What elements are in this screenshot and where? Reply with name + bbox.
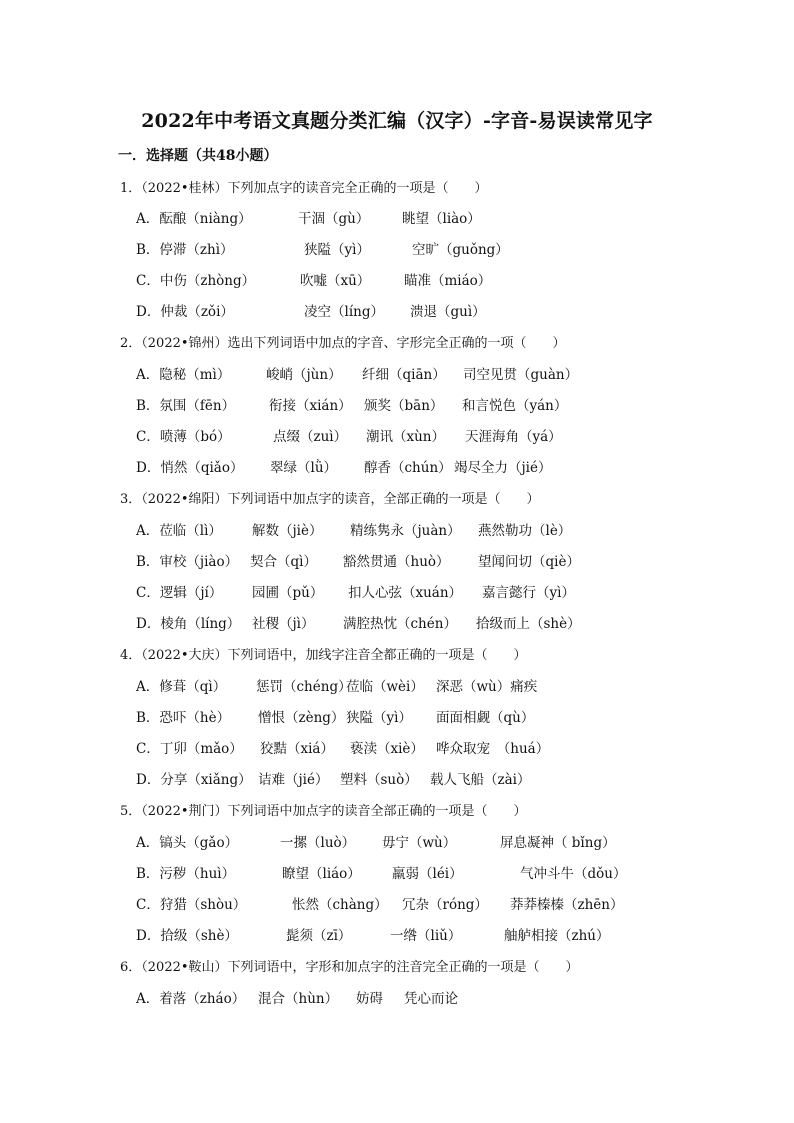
option-row [136, 550, 696, 570]
page-title: 2022年中考语文真题分类汇编（汉字）-字音-易误读常见字 [141, 110, 653, 132]
option-item: 莽莽榛榛（zhēn） [510, 897, 624, 913]
option-item: 羸弱（léi） [392, 866, 463, 882]
option-item: 天涯海角（yá） [465, 429, 562, 445]
option-row [136, 893, 696, 913]
option-row [136, 831, 696, 851]
question-stem: 4．（2022•大庆）下列词语中，加线字注音全都正确的一项是（ ） [120, 648, 527, 663]
option-item: 憎恨（zèng） [258, 710, 345, 726]
option-item: 瞭望（liáo） [282, 866, 361, 882]
option-item: 精练隽永（juàn） [350, 523, 461, 539]
option-item: 拾级而上（shè） [476, 616, 581, 632]
option-item: 舳舻相接（zhú） [504, 928, 610, 944]
option-row [136, 519, 696, 539]
option-row [136, 394, 696, 414]
option-item: 莅临（wèi） [346, 679, 424, 695]
option-item: 望闻问切（qiè） [478, 554, 580, 570]
option-row [136, 675, 696, 695]
option-item: 眺望（liào） [402, 211, 481, 227]
option-item: 气冲斗牛（dǒu） [520, 866, 627, 882]
option-item: C．狩猎（shòu） [136, 897, 247, 913]
option-item: C．喷薄（bó） [136, 429, 231, 445]
option-item: 深恶（wù）痛疾 [436, 679, 538, 695]
option-item: 瞄准（miáo） [404, 273, 492, 289]
option-item: 妨碍 [356, 991, 383, 1007]
option-row [136, 706, 696, 726]
option-item: 塑料（suò） [340, 772, 418, 788]
option-row [136, 581, 696, 601]
option-item: 毋宁（wù） [382, 835, 457, 851]
option-item: 园圃（pǔ） [252, 585, 324, 601]
option-item: C．丁卯（mǎo） [136, 741, 243, 757]
section-heading: 一．选择题（共48小题） [118, 148, 278, 164]
option-item: 混合（hùn） [258, 991, 339, 1007]
option-item: 司空见贯（guàn） [463, 367, 579, 383]
option-item: 竭尽全力（jié） [454, 460, 552, 476]
option-item: D．悄然（qiǎo） [136, 460, 244, 476]
option-item: B．污秽（huì） [136, 866, 236, 882]
option-item: 哗众取宠 （huá） [436, 741, 550, 757]
option-item: B．氛围（fēn） [136, 398, 236, 414]
option-row [136, 737, 696, 757]
option-item: 一绺（liǔ） [390, 928, 462, 944]
option-item: 纤细（qiān） [362, 367, 446, 383]
option-item: D．仲裁（zǒi） [136, 304, 234, 320]
option-item: 吹嘘（xū） [300, 273, 371, 289]
option-item: B．恐吓（hè） [136, 710, 231, 726]
question-stem: 3．（2022•绵阳）下列词语中加点字的读音，全部正确的一项是（ ） [120, 492, 540, 507]
option-row [136, 768, 696, 788]
option-item: 惩罚（chéng） [256, 679, 352, 695]
option-item: 载人飞船（zài） [430, 772, 531, 788]
option-item: 溃退（guì） [410, 304, 486, 320]
option-row [136, 238, 696, 258]
option-item: A．莅临（lì） [136, 523, 222, 539]
option-item: A．着落（zháo） [136, 991, 246, 1007]
option-item: 空旷（guǒng） [412, 242, 509, 258]
option-item: 嘉言懿行（yì） [482, 585, 575, 601]
option-item: C．逻辑（jí） [136, 585, 223, 601]
option-item: B．停滞（zhì） [136, 242, 234, 258]
option-item: 衔接（xián） [269, 398, 352, 414]
option-item: 凭心而论 [404, 991, 458, 1007]
option-item: A．酝酿（niàng） [136, 211, 252, 227]
question-stem: 1．（2022•桂林）下列加点字的读音完全正确的一项是（ ） [120, 181, 488, 196]
option-item: 怅然（chàng） [292, 897, 388, 913]
option-row [136, 456, 696, 476]
option-item: A．镐头（gǎo） [136, 835, 239, 851]
option-item: 屏息凝神（ bǐng） [500, 835, 616, 851]
option-item: 醇香（chún） [364, 460, 452, 476]
option-item: 冗杂（róng） [402, 897, 488, 913]
option-row [136, 862, 696, 882]
option-row [136, 612, 696, 632]
option-item: 豁然贯通（huò） [343, 554, 450, 570]
option-item: 颁奖（bān） [364, 398, 444, 414]
option-item: C．中伤（zhòng） [136, 273, 256, 289]
option-item: A．修葺（qì） [136, 679, 227, 695]
question-stem: 6．（2022•鞍山）下列词语中，字形和加点字的注音完全正确的一项是（ ） [120, 960, 579, 975]
option-item: D．棱角（líng） [136, 616, 241, 632]
option-item: 潮讯（xùn） [366, 429, 446, 445]
option-row [136, 987, 696, 1007]
option-item: 一摞（luò） [280, 835, 356, 851]
option-item: 干涸（gù） [298, 211, 370, 227]
option-item: 翠绿（lǜ） [270, 460, 338, 476]
question-stem: 5．（2022•荆门）下列词语中加点字的读音全部正确的一项是（ ） [120, 804, 527, 819]
option-item: 诘难（jié） [258, 772, 329, 788]
option-item: 契合（qì） [250, 554, 317, 570]
option-row [136, 207, 696, 227]
option-item: 亵渎（xiè） [350, 741, 424, 757]
option-item: 髭须（zī） [286, 928, 352, 944]
option-item: 面面相觑（qù） [436, 710, 535, 726]
option-item: 狭隘（yì） [304, 242, 370, 258]
option-row [136, 363, 696, 383]
option-item: 燕然勒功（lè） [478, 523, 572, 539]
option-item: 点缀（zuì） [273, 429, 348, 445]
option-item: D．分享（xiǎng） [136, 772, 252, 788]
option-row [136, 269, 696, 289]
option-item: 解数（jiè） [252, 523, 323, 539]
option-item: 凌空（líng） [304, 304, 384, 320]
option-row [136, 924, 696, 944]
option-item: 扣人心弦（xuán） [348, 585, 463, 601]
option-item: A．隐秘（mì） [136, 367, 231, 383]
option-item: 社稷（jì） [252, 616, 315, 632]
option-item: 狡黠（xiá） [260, 741, 334, 757]
option-item: 狭隘（yì） [346, 710, 412, 726]
option-item: 满腔热忱（chén） [343, 616, 457, 632]
option-item: B．审校（jiào） [136, 554, 239, 570]
option-item: 和言悦色（yán） [462, 398, 568, 414]
option-row [136, 425, 696, 445]
option-item: D．拾级（shè） [136, 928, 238, 944]
option-row [136, 300, 696, 320]
option-item: 峻峭（jùn） [266, 367, 342, 383]
question-stem: 2．（2022•锦州）选出下列词语中加点的字音、字形完全正确的一项（ ） [120, 336, 566, 351]
